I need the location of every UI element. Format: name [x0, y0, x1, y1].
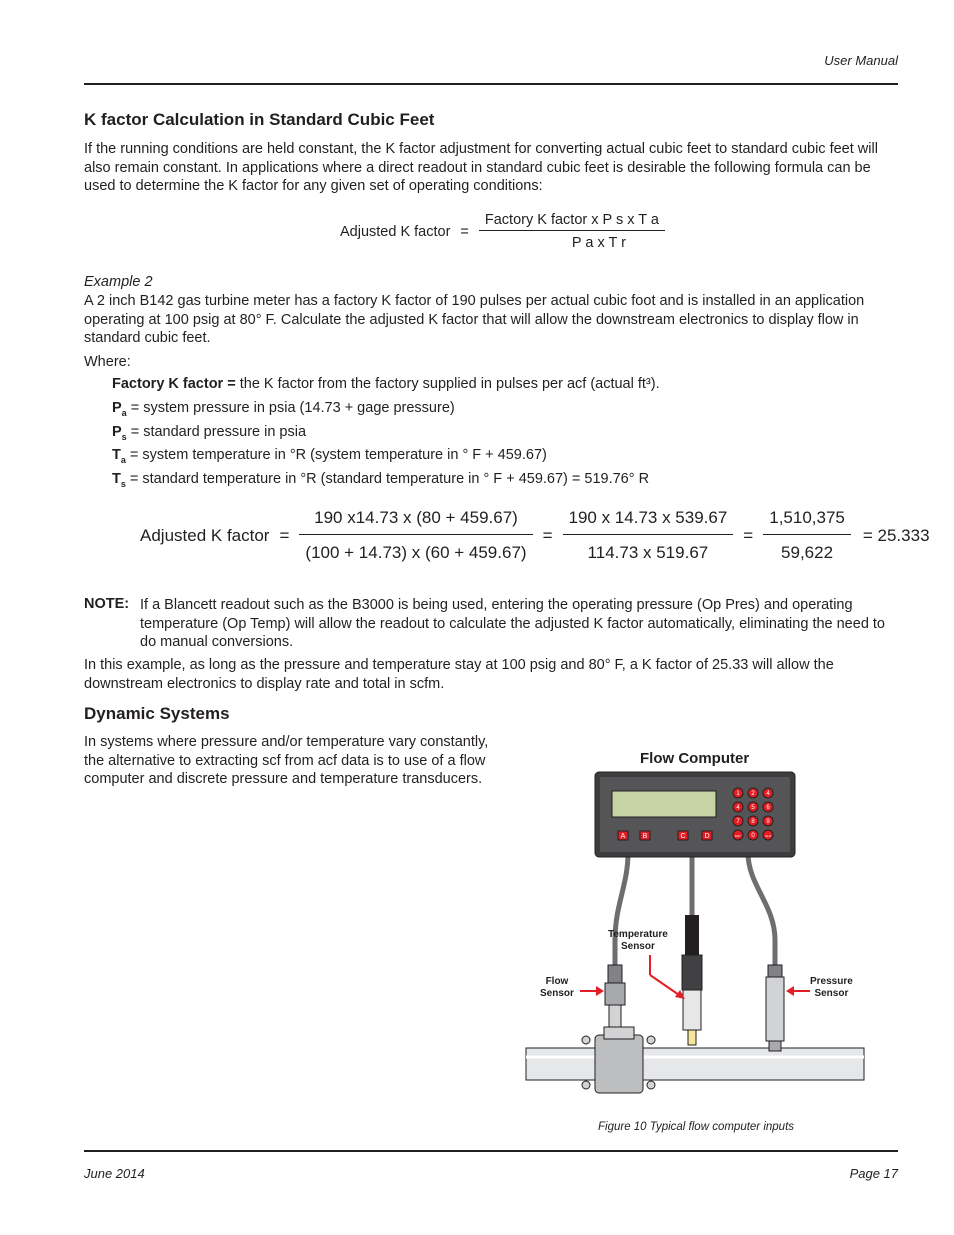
note-text: If a Blancett readout such as the B3000 is being used, entering the operating pressure (Op Pres) and operating temperature (Op Temp) will allow the readout to calculate the adjusted K factor automatically, eliminating the need to do manual conversions. [140, 597, 886, 650]
temperature-sensor-label [608, 929, 668, 953]
keypad-key-label: 4 [766, 791, 770, 797]
definition-ta [112, 447, 547, 465]
manual-label: User Manual [824, 53, 898, 68]
formula-lhs: Adjusted K factor [340, 223, 451, 240]
calc-f2-numerator: 190 x 14.73 x 539.67 [563, 508, 734, 535]
keypad-key-label: 0 [751, 833, 755, 839]
section-title-dynamic: Dynamic Systems [84, 704, 230, 723]
pressure-sensor [766, 965, 784, 1051]
calc-f3-denominator: 59,622 [781, 543, 834, 562]
calc-fraction-2 [563, 508, 734, 563]
dynamic-paragraph: In systems where pressure and/or temperature vary constantly, the alternative to extracting scf from acf data is to use of a flow computer and discrete pressure and temperature transducers. [84, 734, 489, 787]
keypad-key-label: 1 [736, 791, 740, 797]
kfactor-formula [340, 212, 665, 251]
definition-factory-k [112, 376, 660, 392]
definition-term: T [112, 471, 121, 487]
footer-rule [84, 1150, 898, 1152]
footer-page: Page 17 [849, 1166, 898, 1181]
definition-sub: s [120, 478, 126, 489]
pressure-cable [748, 853, 775, 965]
label-line: Sensor [620, 941, 655, 952]
temperature-sensor [682, 915, 702, 1045]
definition-term: P [112, 424, 122, 440]
flow-sensor [605, 965, 625, 1027]
formula-denominator: P a x T r [571, 235, 626, 251]
calc-f1-denominator: (100 + 14.73) x (60 + 459.67) [305, 543, 527, 562]
function-button-label: C [680, 833, 686, 840]
figure-caption: Figure 10 Typical flow computer inputs [598, 1121, 795, 1133]
calc-f2-denominator: 114.73 x 519.67 [587, 543, 709, 562]
section-title-kfactor: K factor Calculation in Standard Cubic Feet [84, 110, 435, 129]
where-label: Where: [84, 354, 131, 370]
definition-term: P [112, 400, 122, 416]
calc-fraction-1 [299, 508, 532, 563]
flow-computer-unit [595, 772, 795, 857]
keypad-key-label: ENT [735, 834, 741, 838]
footer-date: June 2014 [84, 1166, 145, 1181]
function-button-label: A [620, 833, 626, 840]
calc-f3-numerator: 1,510,375 [763, 508, 851, 535]
calc-equals-3: = [743, 525, 754, 545]
definition-sub: s [121, 431, 127, 442]
definition-term: Factory K factor = [112, 376, 236, 392]
definition-sub: a [121, 407, 127, 418]
definition-term: T [112, 447, 121, 463]
keypad-key-label: 5 [751, 805, 755, 811]
example-label: Example 2 [84, 274, 153, 290]
flow-sensor-label [540, 976, 574, 1000]
figure-title: Flow Computer [640, 750, 750, 767]
flow-computer-diagram [520, 765, 900, 1100]
label-line: Temperature [608, 929, 668, 940]
label-line: Flow [545, 976, 569, 987]
calc-result: = 25.333 [862, 525, 930, 545]
keypad-key-label: 6 [766, 805, 770, 811]
calc-fraction-3 [763, 508, 851, 563]
definition-ps [112, 424, 306, 442]
definition-text: the K factor from the factory supplied in pulses per acf (actual ft³). [235, 376, 660, 392]
calc-equals-1: = [279, 525, 290, 545]
definition-text: = system temperature in °R (system temperature in ° F + 459.67) [125, 447, 547, 463]
definition-pa [112, 400, 455, 418]
example-paragraph: A 2 inch B142 gas turbine meter has a factory K factor of 190 pulses per actual cubic foot and is installed in an application operating at 100 psig at 80° F. Calculate the adjusted K factor that will allow the downstream electronics to display flow in standard cubic feet. [84, 293, 865, 346]
header-rule [84, 83, 898, 85]
definition-sub: a [120, 454, 126, 465]
conclusion-paragraph: In this example, as long as the pressure and temperature stay at 100 psig and 80° F, a K factor of 25.33 will allow the downstream electronics to display rate and total in scfm. [84, 657, 834, 692]
definition-text: = standard pressure in psia [126, 424, 307, 440]
keypad-key-label: 7 [736, 819, 740, 825]
formula-equals: = [460, 223, 469, 240]
intro-paragraph: If the running conditions are held constant, the K factor adjustment for converting actual cubic feet to standard cubic feet will also remain constant. In applications where a direct readout in standard cubic feet is desirable the following formula can be used to determine the K factor for any given set of operating conditions: [84, 141, 878, 194]
formula-fraction [479, 212, 665, 251]
calculation-equation [140, 508, 930, 563]
calc-equals-2: = [542, 525, 553, 545]
keypad-key-label: CLR [764, 834, 772, 838]
pipe [526, 1048, 864, 1080]
definition-ts [112, 471, 649, 489]
label-line: Sensor [540, 988, 574, 999]
pressure-sensor-label [810, 976, 853, 1000]
label-line: Pressure [810, 976, 853, 987]
definition-text: = system pressure in psia (14.73 + gage pressure) [126, 400, 455, 416]
calc-f1-numerator: 190 x14.73 x (80 + 459.67) [299, 508, 532, 535]
definition-text: = standard temperature in °R (standard temperature in ° F + 459.67) = 519.76° R [125, 471, 650, 487]
note-label: NOTE: [84, 596, 130, 612]
keypad-key-label: 2 [751, 791, 755, 797]
keypad-key-label: 4 [736, 805, 740, 811]
keypad-key-label: 9 [766, 819, 770, 825]
calc-lhs: Adjusted K factor [140, 525, 270, 545]
function-button-label: D [704, 833, 710, 840]
function-button-label: B [642, 833, 648, 840]
label-line: Sensor [814, 988, 849, 999]
formula-numerator: Factory K factor x P s x T a [479, 212, 665, 231]
lcd-display [612, 791, 716, 817]
keypad-key-label: 8 [751, 819, 755, 825]
